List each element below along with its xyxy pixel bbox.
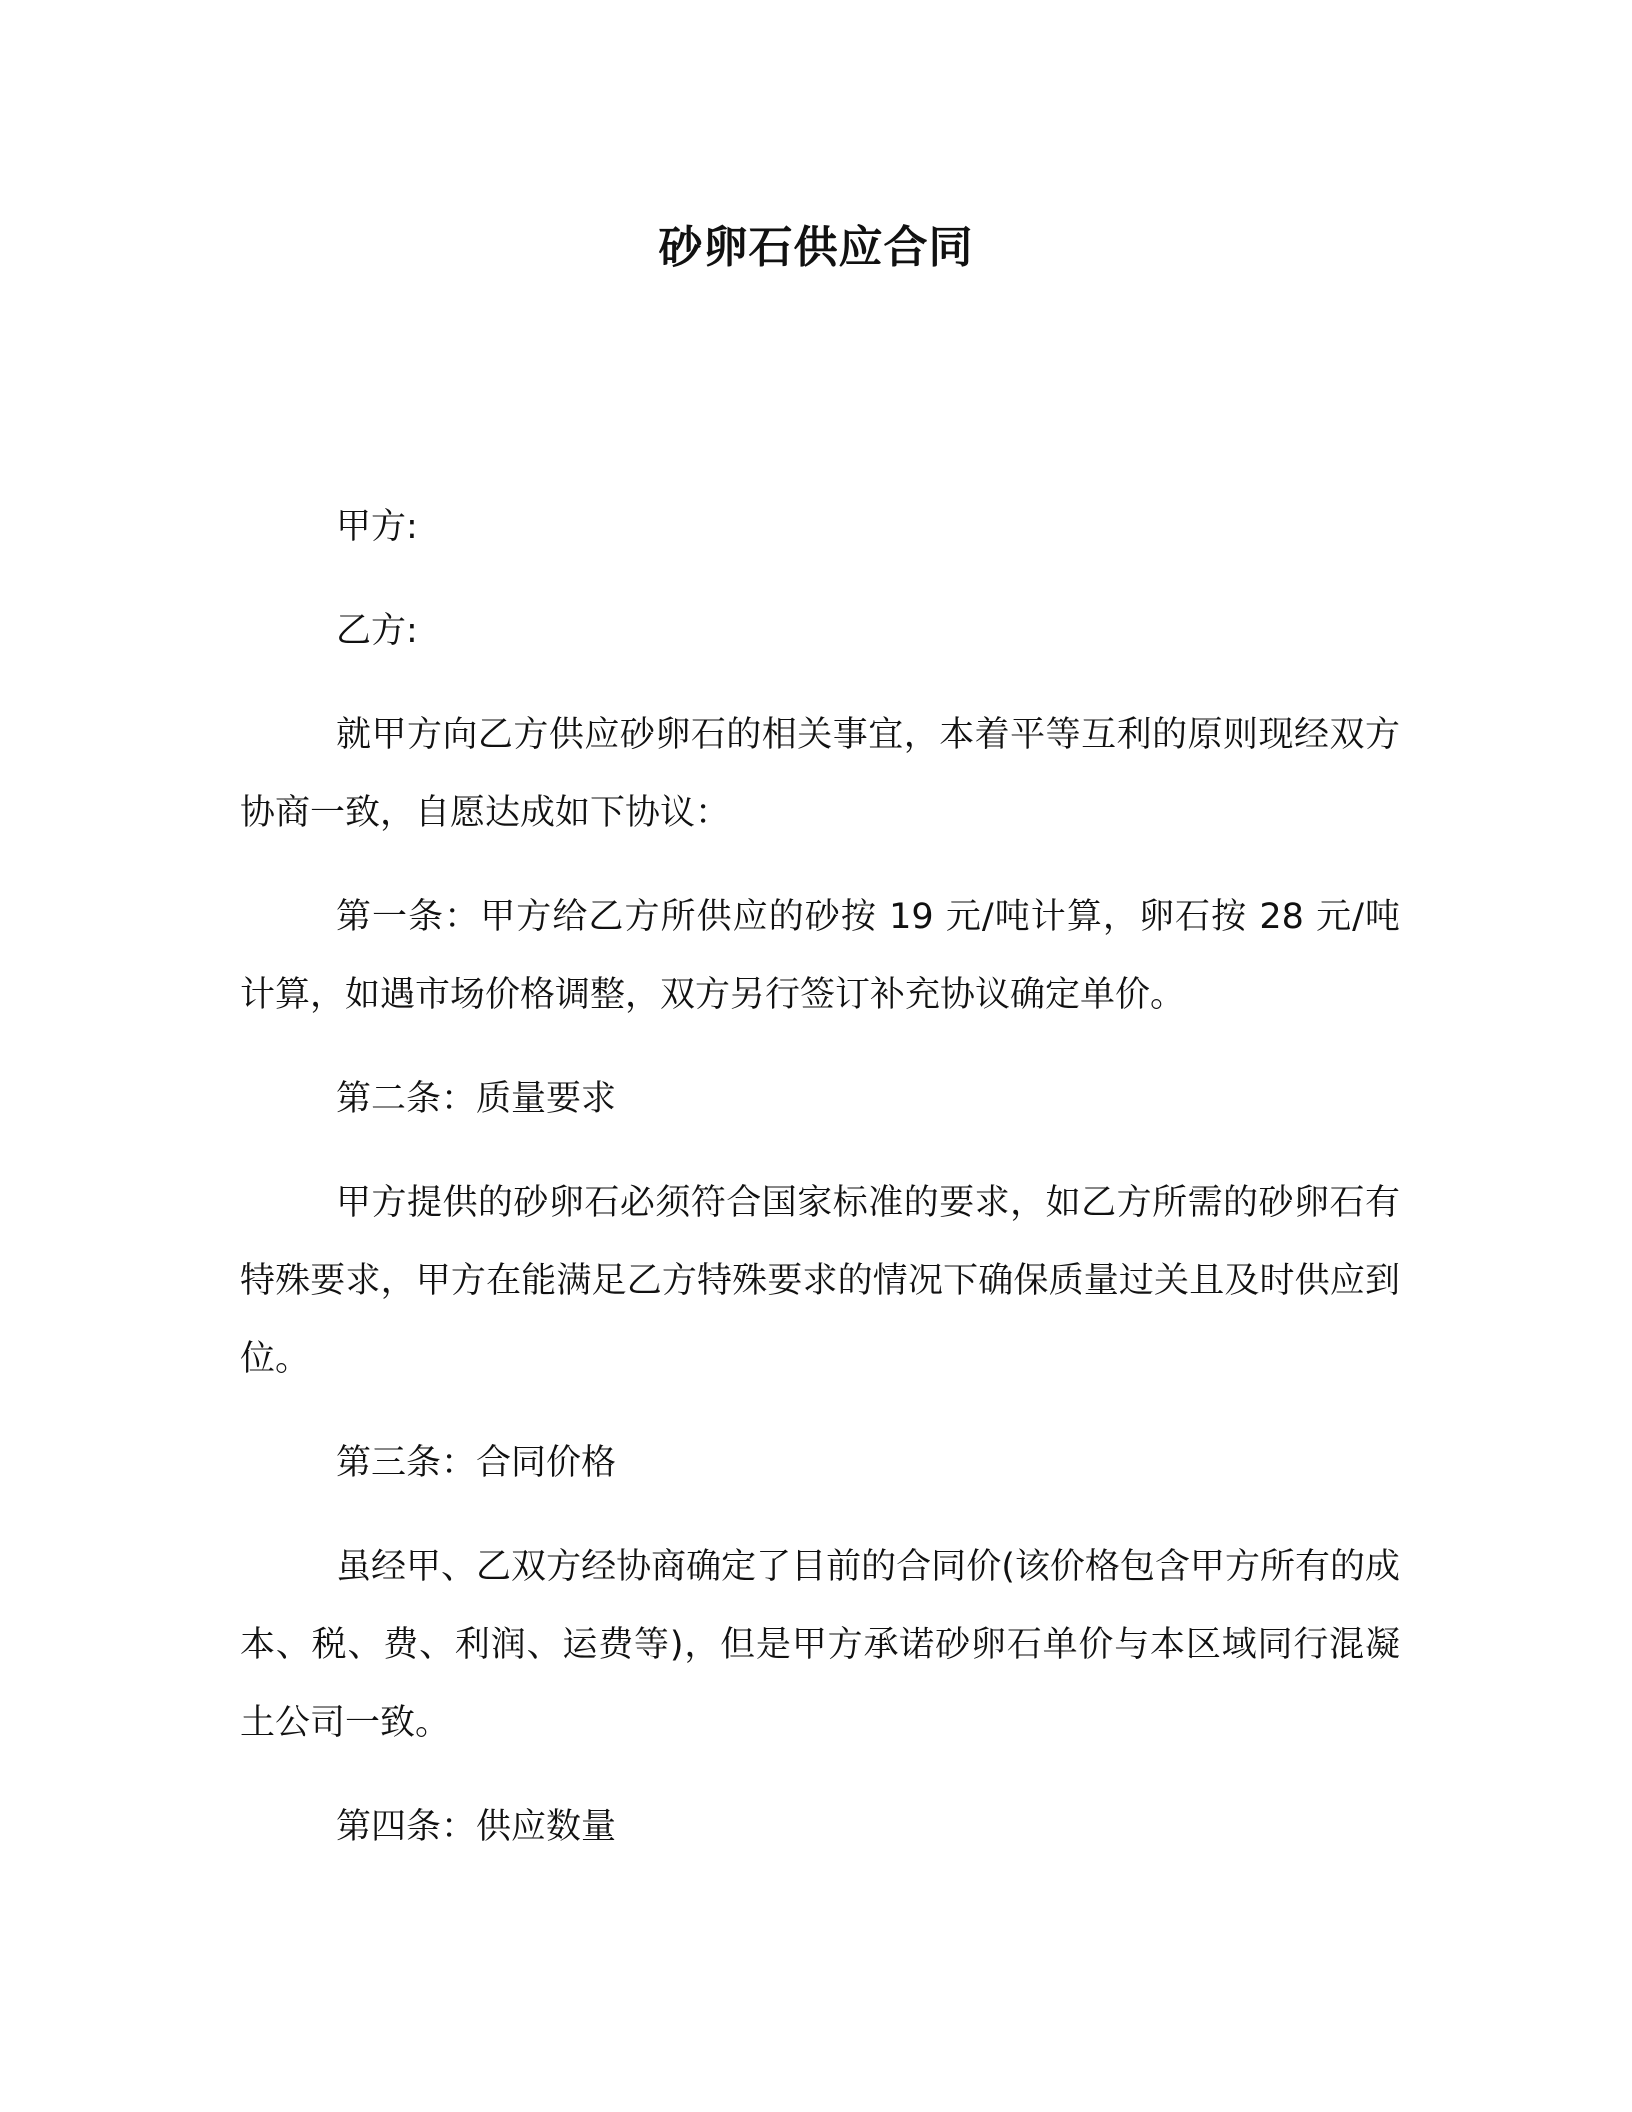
document-body [240, 488, 1400, 1892]
preamble-paragraph: 就甲方向乙方供应砂卵石的相关事宜，本着平等互利的原则现经双方协商一致，自愿达成如下协议： [240, 715, 1400, 833]
article-1-paragraph: 第一条：甲方给乙方所供应的砂按 19 元/吨计算，卵石按 28 元/吨计算，如遇市场价格调整，双方另行签订补充协议确定单价。 [240, 897, 1400, 1015]
article-2-heading: 第二条：质量要求 [336, 1079, 617, 1119]
article-4-heading: 第四条：供应数量 [336, 1807, 617, 1847]
party-b-line: 乙方: [336, 611, 418, 651]
article-3-heading: 第三条：合同价格 [336, 1443, 617, 1483]
party-a-line: 甲方: [336, 507, 418, 547]
document-title: 砂卵石供应合同 [658, 222, 974, 273]
article-3-paragraph: 虽经甲、乙双方经协商确定了目前的合同价(该价格包含甲方所有的成本、税、费、利润、运费等)，但是甲方承诺砂卵石单价与本区域同行混凝土公司一致。 [240, 1547, 1400, 1743]
article-2-paragraph: 甲方提供的砂卵石必须符合国家标准的要求，如乙方所需的砂卵石有特殊要求，甲方在能满足乙方特殊要求的情况下确保质量过关且及时供应到位。 [240, 1183, 1400, 1379]
